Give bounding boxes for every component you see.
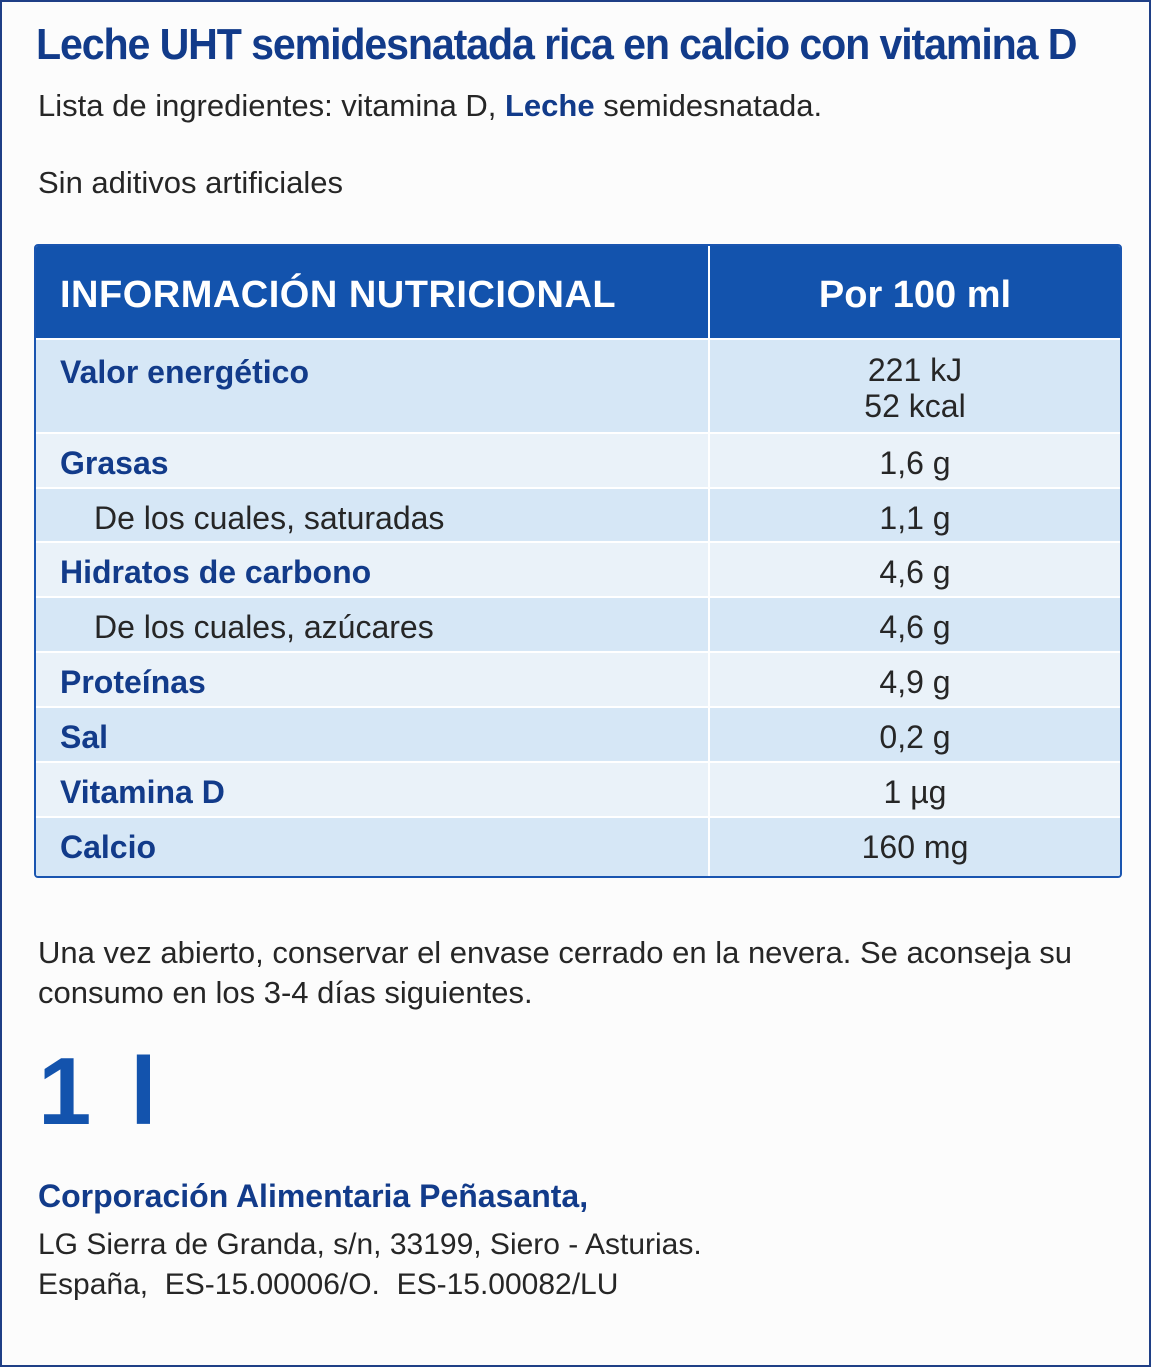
table-row-energy bbox=[36, 338, 1120, 434]
header-nutrition-info: INFORMACIÓN NUTRICIONAL bbox=[60, 274, 617, 316]
row-label: Calcio bbox=[60, 829, 157, 865]
row-label: Proteínas bbox=[60, 664, 206, 700]
row-value: 1,6 g bbox=[879, 445, 951, 481]
energy-kcal: 52 kcal bbox=[864, 388, 966, 424]
row-label: Grasas bbox=[60, 445, 169, 481]
ingredients-prefix: Lista de ingredientes: vitamina D, bbox=[38, 88, 505, 123]
row-value: 4,6 g bbox=[879, 609, 951, 645]
header-per-100ml: Por 100 ml bbox=[818, 274, 1012, 316]
table-row-vitamin-d bbox=[36, 761, 1120, 818]
row-value: 4,6 g bbox=[879, 554, 951, 590]
column-divider bbox=[708, 246, 710, 876]
address-line-2: España, ES-15.00006/O. ES-15.00082/LU bbox=[38, 1268, 619, 1301]
address-line-1: LG Sierra de Granda, s/n, 33199, Siero - Asturias. bbox=[38, 1228, 702, 1261]
row-label: Sal bbox=[60, 719, 109, 755]
row-label: Vitamina D bbox=[60, 774, 225, 810]
row-label: Valor energético bbox=[60, 354, 309, 390]
table-row-sugars bbox=[36, 596, 1120, 653]
nutrition-table-header bbox=[36, 246, 1120, 338]
product-title: Leche UHT semidesnatada rica en calcio con vitamina D bbox=[36, 20, 1077, 69]
row-value: 160 mg bbox=[861, 829, 969, 865]
table-row-fat bbox=[36, 432, 1120, 489]
row-label: Hidratos de carbono bbox=[60, 554, 372, 590]
table-row-protein bbox=[36, 651, 1120, 708]
row-label: De los cuales, saturadas bbox=[94, 500, 445, 536]
table-row-salt bbox=[36, 706, 1120, 763]
table-row-saturated bbox=[36, 487, 1120, 543]
table-row-carbs bbox=[36, 541, 1120, 598]
storage-instructions: Una vez abierto, conservar el envase cerrado en la nevera. Se aconseja su consumo en los 3-4 días siguientes. bbox=[38, 935, 1072, 1010]
nutrition-table bbox=[34, 244, 1122, 878]
manufacturer-address bbox=[38, 1225, 702, 1305]
volume-label: 1 l bbox=[38, 1038, 163, 1145]
table-row-calcium bbox=[36, 816, 1120, 878]
row-value: 1,1 g bbox=[879, 500, 951, 536]
ingredients-suffix: semidesnatada. bbox=[594, 88, 823, 123]
row-value: 0,2 g bbox=[879, 719, 951, 755]
ingredients-list bbox=[38, 88, 822, 124]
energy-kj: 221 kJ bbox=[867, 352, 963, 388]
row-label: De los cuales, azúcares bbox=[94, 609, 434, 645]
manufacturer-name: Corporación Alimentaria Peñasanta, bbox=[38, 1178, 589, 1214]
row-value bbox=[710, 352, 1120, 424]
row-value: 4,9 g bbox=[879, 664, 951, 700]
ingredients-allergen: Leche bbox=[504, 88, 595, 123]
additives-note: Sin aditivos artificiales bbox=[38, 165, 343, 200]
row-value: 1 µg bbox=[883, 774, 947, 810]
